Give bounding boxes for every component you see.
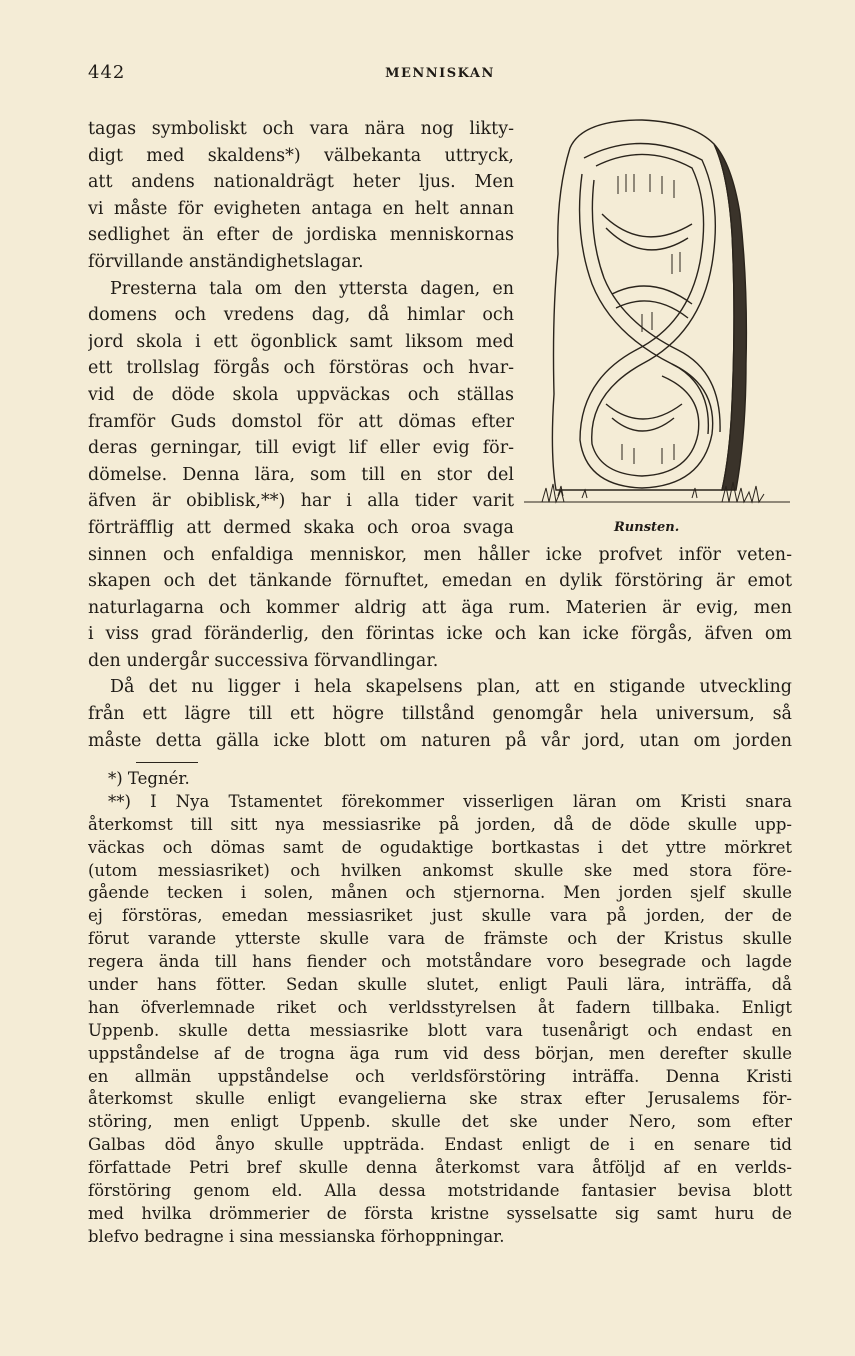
text-line: ett trollslag förgås och förstöras och hvar- (88, 358, 514, 379)
footnote-line: Uppenb. skulle detta messiasrike blott vara tusenårigt och endast en (88, 1020, 792, 1040)
footnote-line: ej förstöras, emedan messiasriket just skulle vara på jorden, der de (88, 906, 792, 926)
text-line: tagas symboliskt och vara nära nog likty- (88, 119, 514, 139)
footnote-line: med hvilka drömmerier de första kristne sysselsatte sig samt huru de (88, 1203, 792, 1223)
footnote-line: en allmän uppståndelse och verldsförstöring inträffa. Denna Kristi (88, 1066, 792, 1086)
text-line: sedlighet än efter de jordiska menniskornas (88, 225, 514, 246)
figure-caption: Runsten. (614, 520, 680, 535)
text-line: deras gerningar, till evigt lif eller evig för- (88, 438, 514, 459)
footnote-line: (utom messiasriket) och hvilken ankomst skulle ske med stora före- (88, 860, 792, 880)
text-line: framför Guds domstol för att dömas efter (88, 411, 514, 432)
text-line: domens och vredens dag, då himlar och (88, 305, 514, 326)
footnote-line: blefvo bedragne i sina messianska förhoppningar. (88, 1226, 505, 1246)
text-line: måste detta gälla icke blott om naturen på vår jord, utan om jorden (88, 730, 792, 751)
text-line: att andens nationaldrägt heter ljus. Men (88, 172, 514, 193)
footnote-separator (136, 762, 198, 763)
page-header (88, 62, 792, 88)
footnote-line: gående tecken i solen, månen och stjernorna. Men jorden sjelf skulle (88, 883, 792, 903)
text-line: Presterna tala om den yttersta dagen, en (110, 278, 514, 299)
footnote-line: han öfverlemnade riket och verldsstyrelsen åt fadern tillbaka. Enligt (88, 997, 792, 1017)
footnote-line: väckas och dömas samt de ogudaktige bortkastas i det yttre mörkret (88, 837, 792, 857)
footnote-line: förstöring genom eld. Alla dessa motstridande fantasier bevisa blott (88, 1181, 792, 1201)
text-line: vi måste för evigheten antaga en helt annan (88, 198, 514, 219)
text-line: i viss grad föränderlig, den förintas icke och kan icke förgås, äfven om (88, 624, 792, 645)
footnotes (88, 768, 792, 1249)
footnote-line: *) Tegnér. (108, 769, 190, 788)
text-line: skapen och det tänkande förnuftet, emedan en dylik förstöring är emot (88, 571, 792, 592)
runestone-figure (522, 114, 794, 544)
text-line: förträfflig att dermed skaka och oroa svaga (88, 517, 514, 538)
footnote-line: Galbas död ånyo skulle uppträda. Endast enligt de i en senare tid (88, 1135, 792, 1155)
running-head: MENNISKAN (385, 66, 495, 81)
footnote-line: **) I Nya Tstamentet förekommer visserligen läran om Kristi snara (108, 791, 792, 811)
footnote-line: uppståndelse af de trogna äga rum vid dess början, men derefter skulle (88, 1043, 792, 1063)
text-line: Då det nu ligger i hela skapelsens plan, att en stigande utveckling (110, 677, 792, 698)
footnote-line: störing, men enligt Uppenb. skulle det ske under Nero, som efter (88, 1112, 792, 1132)
text-line: sinnen och enfaldiga menniskor, men håller icke profvet inför veten- (88, 544, 792, 565)
runestone-illustration (522, 114, 794, 518)
text-line: jord skola i ett ögonblick samt liksom med (88, 331, 514, 352)
text-line: naturlagarna och kommer aldrig att äga rum. Materien är evig, men (88, 597, 792, 618)
page-number: 442 (88, 62, 126, 83)
text-line: vid de döde skola uppväckas och ställas (88, 384, 514, 405)
footnote-line: återkomst till sitt nya messiasrike på jorden, då de döde skulle upp- (88, 814, 792, 834)
footnote-line: regera ända till hans fiender och motståndare voro besegrade och lagde (88, 952, 792, 972)
text-line: den undergår successiva förvandlingar. (88, 650, 439, 671)
text-line: digt med skaldens*) välbekanta uttryck, (88, 145, 514, 166)
text-line: förvillande anständighetslagar. (88, 251, 364, 272)
text-line: äfven är obiblisk,**) har i alla tider varit (88, 491, 514, 512)
footnote-line: förut varande ytterste skulle vara de främste och der Kristus skulle (88, 929, 792, 949)
text-line: dömelse. Denna lära, som till en stor del (88, 464, 514, 485)
footnote-line: återkomst skulle enligt evangelierna ske strax efter Jerusalems för- (88, 1089, 792, 1109)
footnote-line: författade Petri bref skulle denna återkomst vara åtföljd af en verlds- (88, 1158, 792, 1178)
footnote-line: under hans fötter. Sedan skulle slutet, enligt Pauli lära, inträffa, då (88, 975, 792, 995)
text-line: från ett lägre till ett högre tillstånd genomgår hela universum, så (88, 704, 792, 725)
